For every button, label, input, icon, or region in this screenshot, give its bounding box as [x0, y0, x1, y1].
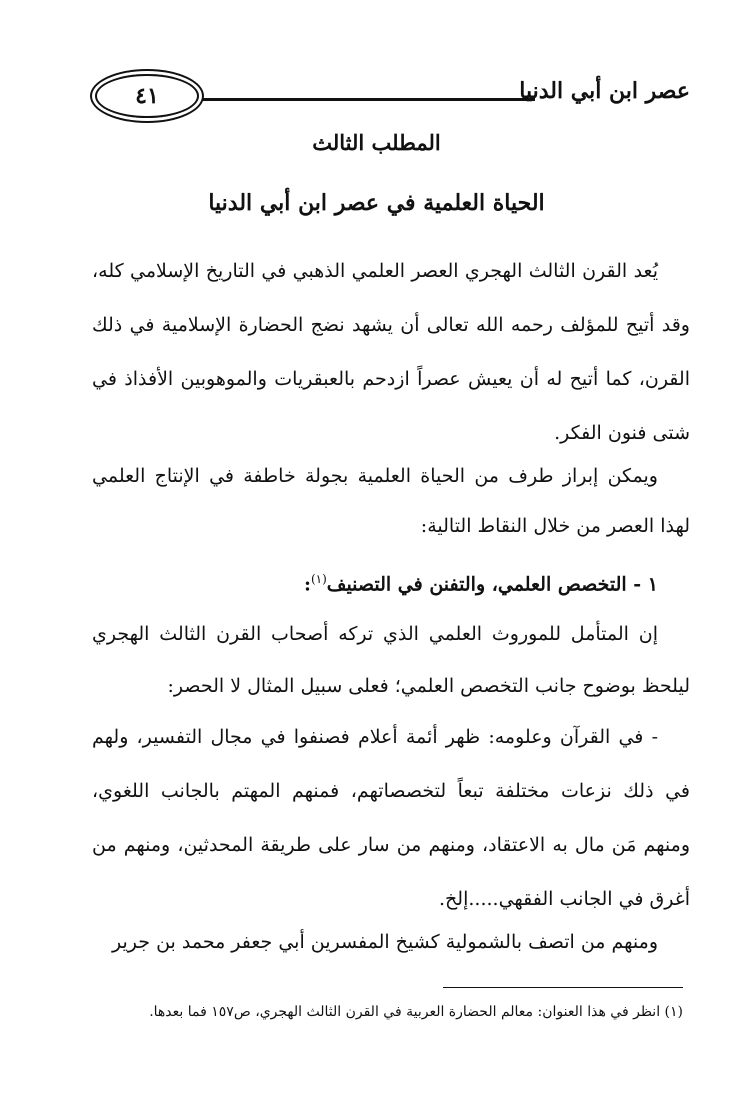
main-heading: الحياة العلمية في عصر ابن أبي الدنيا [208, 190, 545, 216]
point-1-heading [92, 552, 690, 611]
header-rule [202, 98, 535, 101]
running-title: عصر ابن أبي الدنيا [519, 78, 690, 104]
paragraph-4: - في القرآن وعلومه: ظهر أئمة أعلام فصنفوا في مجال التفسير، ولهم في ذلك نزعات مختلفة تبعاً لتخصصاتهم، فمنهم المهتم بالجانب اللغوي، ومنهم مَن مال به الاعتقاد، ومنهم من سار على طريقة المحدثين، ومنهم من أغرق في الجانب الفقهي.....إلخ. [92, 726, 690, 910]
paragraph-3: إن المتأمل للموروث العلمي الذي تركه أصحاب القرن الثالث الهجري ليلحظ بوضوح جانب التخصص العلمي؛ فعلى سبيل المثال لا الحصر: [92, 623, 690, 697]
page-number-oval [95, 74, 199, 118]
footnote-ref: (١) [310, 572, 327, 586]
footnote: (١) انظر في هذا العنوان: معالم الحضارة العربية في القرن الثالث الهجري، ص١٥٧ فما بعدها. [149, 1004, 683, 1020]
point-1-title: ١ - التخصص العلمي، والتفنن في التصنيف [326, 573, 658, 596]
paragraph-1: يُعد القرن الثالث الهجري العصر العلمي الذهبي في التاريخ الإسلامي كله، وقد أتيح للمؤلف رحمه الله تعالى أن يشهد نضج الحضارة الإسلامية في ذلك القرن، كما أتيح له أن يعيش عصراً ازدحم بالعبقريات والموهوبين الأفذاذ في شتى فنون الفكر. [92, 260, 690, 444]
paragraph-5: ومنهم من اتصف بالشمولية كشيخ المفسرين أبي جعفر محمد بن جرير [112, 931, 658, 953]
point-1-colon: : [303, 573, 311, 596]
section-heading: المطلب الثالث [312, 130, 441, 155]
footnote-separator [443, 987, 683, 988]
paragraph-2: ويمكن إبراز طرف من الحياة العلمية بجولة خاطفة في الإنتاج العلمي لهذا العصر من خلال النقاط التالية: [92, 465, 690, 537]
page-number: ٤١ [135, 83, 159, 109]
running-header [95, 66, 690, 126]
